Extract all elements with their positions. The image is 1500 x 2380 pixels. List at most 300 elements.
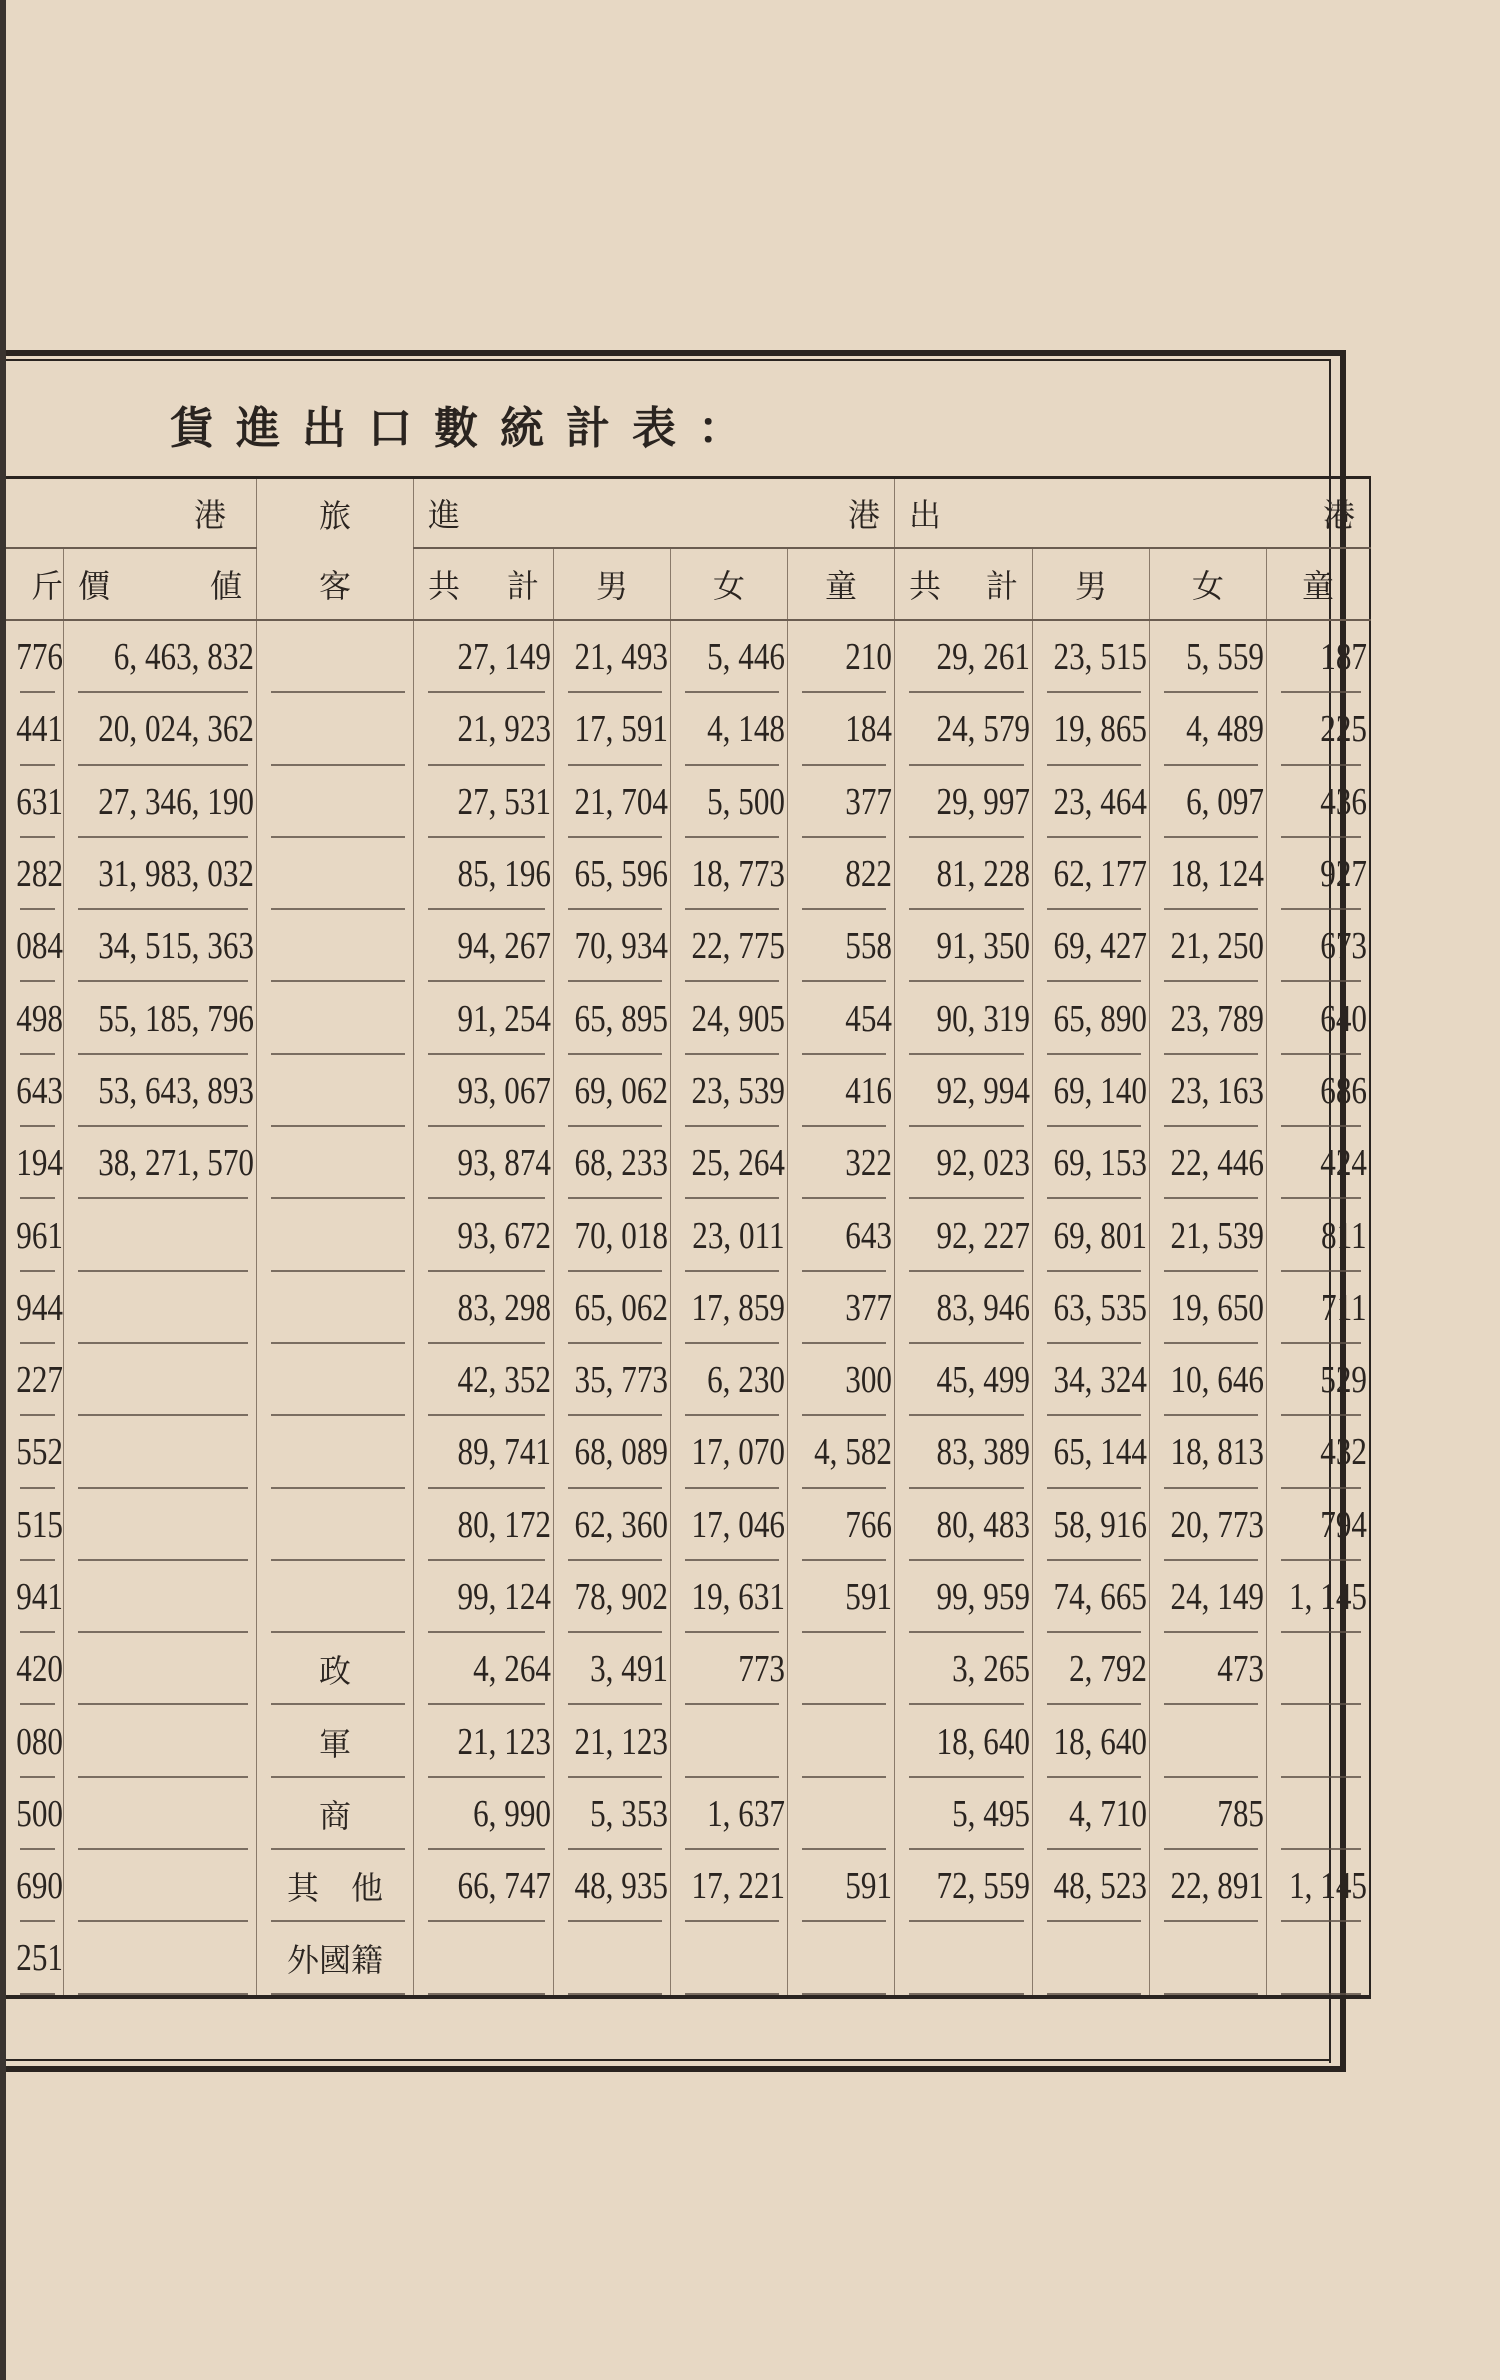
header-value: [64, 548, 257, 620]
header-weight-unit: 斤: [6, 548, 64, 620]
in-total-value: 83, 298: [457, 1286, 551, 1329]
passenger-category: [257, 1055, 414, 1127]
in-total-value: 85, 196: [457, 853, 551, 896]
passenger-category: 商: [257, 1778, 414, 1850]
out-male: [1033, 1489, 1150, 1561]
out-female: [1150, 1127, 1267, 1199]
table-body: [6, 620, 1370, 1997]
cargo-weight-partial-value: 441: [16, 708, 63, 751]
out-male: [1033, 1199, 1150, 1271]
in-child: [788, 1561, 895, 1633]
out-male-value: 23, 515: [1053, 636, 1147, 679]
out-male: [1033, 1922, 1150, 1996]
cargo-value: [64, 1199, 257, 1271]
in-total: [414, 982, 554, 1054]
cargo-weight-partial-value: 282: [16, 853, 63, 896]
out-child: [1267, 1489, 1371, 1561]
frame-border-bottom-inner: [6, 2059, 1331, 2061]
cargo-weight-partial: [6, 766, 64, 838]
cargo-weight-partial: [6, 982, 64, 1054]
passenger-category: [257, 1416, 414, 1488]
in-female-value: 17, 221: [691, 1865, 785, 1908]
header-value-left: 價: [78, 567, 111, 605]
in-child: [788, 1489, 895, 1561]
out-child-value: 1, 145: [1289, 1865, 1367, 1908]
cargo-weight-partial-value: 944: [16, 1286, 63, 1329]
cargo-value: [64, 693, 257, 765]
in-male: [554, 1778, 671, 1850]
out-female: [1150, 1055, 1267, 1127]
out-male-value: 74, 665: [1053, 1576, 1147, 1618]
out-male: [1033, 1850, 1150, 1922]
cargo-weight-partial: [6, 620, 64, 693]
cargo-weight-partial: [6, 1489, 64, 1561]
cargo-value: [64, 1633, 257, 1705]
cargo-value: [64, 1561, 257, 1633]
in-male: [554, 838, 671, 910]
in-female: [671, 1922, 788, 1996]
passenger-category: [257, 910, 414, 982]
in-female-value: 19, 631: [691, 1576, 785, 1618]
out-total: [895, 693, 1033, 765]
cargo-weight-partial: [6, 1850, 64, 1922]
out-female: [1150, 1561, 1267, 1633]
cargo-weight-partial: [6, 1127, 64, 1199]
in-male-value: 69, 062: [574, 1069, 668, 1112]
cargo-weight-partial: [6, 910, 64, 982]
out-male-value: 4, 710: [1069, 1792, 1147, 1835]
in-male-value: 48, 935: [574, 1865, 668, 1908]
out-total: [895, 1561, 1033, 1633]
in-female: [671, 1199, 788, 1271]
frame-border-top-inner: [6, 359, 1331, 361]
out-total: [895, 1199, 1033, 1271]
in-male: [554, 910, 671, 982]
cargo-value: [64, 620, 257, 693]
in-total-value: 93, 874: [457, 1142, 551, 1185]
cargo-value: [64, 838, 257, 910]
cargo-value: [64, 1344, 257, 1416]
in-child-value: 210: [845, 636, 892, 679]
cargo-weight-partial-value: 643: [16, 1069, 63, 1112]
cargo-weight-partial: [6, 1199, 64, 1271]
in-total: [414, 1489, 554, 1561]
out-total: [895, 838, 1033, 910]
passenger-category: 其 他: [257, 1850, 414, 1922]
in-child-value: 322: [845, 1142, 892, 1185]
out-total-value: 3, 265: [952, 1648, 1030, 1691]
in-female: [671, 1778, 788, 1850]
passenger-category: [257, 1344, 414, 1416]
table-row: [6, 1127, 1370, 1199]
passenger-category: 軍: [257, 1705, 414, 1777]
table-row: [6, 1705, 1370, 1777]
in-total-value: 21, 123: [457, 1720, 551, 1763]
in-female: [671, 1489, 788, 1561]
cargo-value: [64, 1416, 257, 1488]
table-title: 貨進出口數統計表：: [170, 403, 764, 454]
out-female-value: 22, 446: [1170, 1142, 1264, 1185]
table-row: [6, 1850, 1370, 1922]
in-female: [671, 620, 788, 693]
header-outbound: [895, 478, 1371, 549]
in-male-value: 65, 596: [574, 853, 668, 896]
in-child: [788, 1199, 895, 1271]
table-row: [6, 1416, 1370, 1488]
in-male-value: 65, 062: [574, 1286, 668, 1329]
out-female: [1150, 1778, 1267, 1850]
cargo-weight-partial-value: 961: [16, 1214, 63, 1257]
passenger-category: [257, 982, 414, 1054]
table-row: [6, 620, 1370, 693]
in-total: [414, 1705, 554, 1777]
out-total-value: 90, 319: [936, 997, 1030, 1040]
out-female: [1150, 1705, 1267, 1777]
out-total: [895, 910, 1033, 982]
cargo-weight-partial: [6, 693, 64, 765]
out-child: [1267, 982, 1371, 1054]
in-male-value: 65, 895: [574, 997, 668, 1040]
out-female-value: 4, 489: [1186, 708, 1264, 751]
out-male-value: 69, 153: [1053, 1142, 1147, 1185]
in-male: [554, 982, 671, 1054]
out-male: [1033, 982, 1150, 1054]
in-male: [554, 1922, 671, 1996]
cargo-weight-partial: [6, 838, 64, 910]
in-female: [671, 1850, 788, 1922]
cargo-weight-partial-value: 420: [16, 1648, 63, 1691]
passenger-category: [257, 1489, 414, 1561]
out-child-value: 436: [1320, 780, 1367, 823]
out-total: [895, 1127, 1033, 1199]
in-male: [554, 1055, 671, 1127]
in-total: [414, 838, 554, 910]
in-female: [671, 766, 788, 838]
in-total: [414, 1778, 554, 1850]
in-female: [671, 1561, 788, 1633]
out-child: [1267, 910, 1371, 982]
out-total: [895, 1055, 1033, 1127]
cargo-weight-partial: [6, 1272, 64, 1344]
in-female-value: 1, 637: [707, 1792, 785, 1835]
out-total: [895, 1705, 1033, 1777]
out-child: [1267, 1778, 1371, 1850]
header-total-left: 共: [909, 567, 942, 605]
out-male-value: 34, 324: [1053, 1359, 1147, 1402]
out-male-value: 69, 427: [1053, 925, 1147, 968]
in-female-value: 5, 500: [707, 780, 785, 823]
table-row: [6, 1199, 1370, 1271]
in-child: [788, 982, 895, 1054]
in-child-value: 558: [845, 925, 892, 968]
in-child-value: 766: [845, 1503, 892, 1546]
out-female-value: 5, 559: [1186, 636, 1264, 679]
header-in-male: 男: [554, 548, 671, 620]
out-total: [895, 1922, 1033, 1996]
out-female-value: 20, 773: [1170, 1503, 1264, 1546]
in-child: [788, 1778, 895, 1850]
in-child-value: 416: [845, 1069, 892, 1112]
in-total-value: 89, 741: [457, 1431, 551, 1474]
cargo-value-value: 31, 983, 032: [98, 853, 254, 896]
table-row: [6, 766, 1370, 838]
out-male-value: 18, 640: [1053, 1720, 1147, 1763]
out-child-value: 187: [1320, 636, 1367, 679]
out-male-value: 63, 535: [1053, 1286, 1147, 1329]
out-male-value: 62, 177: [1053, 853, 1147, 896]
out-total-value: 24, 579: [936, 708, 1030, 751]
out-male: [1033, 1705, 1150, 1777]
out-child: [1267, 1055, 1371, 1127]
statistics-table: [6, 476, 1371, 1999]
out-female-value: 23, 163: [1170, 1069, 1264, 1112]
out-female: [1150, 1489, 1267, 1561]
table-row: [6, 982, 1370, 1054]
in-female-value: 22, 775: [691, 925, 785, 968]
table-row: [6, 1633, 1370, 1705]
cargo-weight-partial-value: 084: [16, 925, 63, 968]
cargo-weight-partial-value: 080: [16, 1720, 63, 1763]
out-male-value: 19, 865: [1053, 708, 1147, 751]
frame-border-bottom: [6, 2066, 1346, 2072]
out-child: [1267, 1199, 1371, 1271]
out-male: [1033, 1416, 1150, 1488]
cargo-weight-partial: [6, 1344, 64, 1416]
out-female-value: 473: [1217, 1648, 1264, 1691]
cargo-weight-partial: [6, 1633, 64, 1705]
in-male-value: 21, 123: [574, 1720, 668, 1763]
in-total: [414, 1055, 554, 1127]
out-total-value: 92, 023: [936, 1142, 1030, 1185]
cargo-weight-partial-value: 941: [16, 1576, 63, 1618]
header-out-total: [895, 548, 1033, 620]
cargo-weight-partial-value: 552: [16, 1431, 63, 1474]
out-male-value: 58, 916: [1053, 1503, 1147, 1546]
in-male: [554, 1416, 671, 1488]
in-child: [788, 910, 895, 982]
in-male: [554, 1705, 671, 1777]
table-row: [6, 910, 1370, 982]
header-port-label: 港: [193, 496, 226, 534]
out-total-value: 29, 997: [936, 780, 1030, 823]
in-child-value: 591: [845, 1865, 892, 1908]
out-female: [1150, 1199, 1267, 1271]
out-child-value: 529: [1320, 1359, 1367, 1402]
out-child-value: 927: [1320, 853, 1367, 896]
in-total-value: 6, 990: [473, 1792, 551, 1835]
in-female-value: 18, 773: [691, 853, 785, 896]
in-total-value: 99, 124: [457, 1576, 551, 1618]
out-child-value: 640: [1320, 997, 1367, 1040]
table-row: [6, 1561, 1370, 1633]
header-out-child: 童: [1267, 548, 1371, 620]
out-female: [1150, 766, 1267, 838]
out-total: [895, 1633, 1033, 1705]
out-child: [1267, 1850, 1371, 1922]
out-total-value: 72, 559: [936, 1865, 1030, 1908]
in-female-value: 6, 230: [707, 1359, 785, 1402]
header-passenger-top: 旅: [257, 478, 414, 549]
cargo-value: [64, 766, 257, 838]
out-female: [1150, 1272, 1267, 1344]
passenger-category: [257, 838, 414, 910]
out-female-value: 22, 891: [1170, 1865, 1264, 1908]
cargo-value-value: 20, 024, 362: [98, 708, 254, 751]
in-child-value: 377: [845, 1286, 892, 1329]
out-female: [1150, 693, 1267, 765]
in-female-value: 23, 011: [692, 1214, 785, 1257]
out-female: [1150, 1850, 1267, 1922]
in-total-value: 4, 264: [473, 1648, 551, 1691]
in-child-value: 184: [845, 708, 892, 751]
in-female: [671, 1272, 788, 1344]
cargo-weight-partial-value: 515: [16, 1503, 63, 1546]
out-male-value: 2, 792: [1069, 1648, 1147, 1691]
in-male: [554, 1633, 671, 1705]
header-in-total: [414, 548, 554, 620]
in-male: [554, 693, 671, 765]
out-child-value: 424: [1320, 1142, 1367, 1185]
passenger-category: [257, 1272, 414, 1344]
cargo-weight-partial: [6, 1561, 64, 1633]
in-female-value: 773: [738, 1648, 785, 1691]
cargo-weight-partial: [6, 1416, 64, 1488]
table-row: [6, 693, 1370, 765]
table-row: [6, 1922, 1370, 1996]
in-female: [671, 982, 788, 1054]
cargo-value: [64, 1850, 257, 1922]
in-female-value: 25, 264: [691, 1142, 785, 1185]
header-inbound-right: 港: [847, 496, 880, 534]
out-male: [1033, 766, 1150, 838]
cargo-weight-partial-value: 690: [16, 1865, 63, 1908]
in-total: [414, 1127, 554, 1199]
in-child-value: 300: [845, 1359, 892, 1402]
out-male: [1033, 1055, 1150, 1127]
cargo-weight-partial-value: 498: [16, 997, 63, 1040]
out-female: [1150, 838, 1267, 910]
in-child: [788, 693, 895, 765]
out-child: [1267, 1922, 1371, 1996]
out-child-value: 1, 145: [1289, 1576, 1367, 1618]
cargo-value: [64, 1778, 257, 1850]
in-male: [554, 620, 671, 693]
out-child: [1267, 1561, 1371, 1633]
out-female: [1150, 1922, 1267, 1996]
header-passenger-bottom: 客: [257, 548, 414, 620]
out-total: [895, 1489, 1033, 1561]
cargo-value: [64, 910, 257, 982]
out-total: [895, 620, 1033, 693]
cargo-weight-partial: [6, 1922, 64, 1996]
in-total: [414, 910, 554, 982]
out-child: [1267, 1705, 1371, 1777]
out-male-value: 65, 890: [1053, 997, 1147, 1040]
out-female: [1150, 1633, 1267, 1705]
out-total-value: 99, 959: [936, 1576, 1030, 1618]
in-male: [554, 766, 671, 838]
out-male-value: 69, 140: [1053, 1069, 1147, 1112]
in-total: [414, 693, 554, 765]
header-outbound-right: 港: [1322, 496, 1355, 534]
in-total: [414, 1272, 554, 1344]
out-male: [1033, 1561, 1150, 1633]
in-total: [414, 1561, 554, 1633]
passenger-category: [257, 693, 414, 765]
in-male-value: 62, 360: [574, 1503, 668, 1546]
in-total: [414, 1633, 554, 1705]
out-total-value: 80, 483: [936, 1503, 1030, 1546]
out-male: [1033, 1778, 1150, 1850]
in-total: [414, 1416, 554, 1488]
in-male: [554, 1561, 671, 1633]
in-female: [671, 838, 788, 910]
in-child-value: 4, 582: [814, 1431, 892, 1474]
out-total-value: 92, 994: [936, 1069, 1030, 1112]
in-female-value: 17, 046: [691, 1503, 785, 1546]
out-total: [895, 982, 1033, 1054]
out-female-value: 18, 124: [1170, 853, 1264, 896]
out-female-value: 785: [1217, 1792, 1264, 1835]
in-male: [554, 1344, 671, 1416]
out-child-value: 673: [1320, 925, 1367, 968]
in-female-value: 4, 148: [707, 708, 785, 751]
in-child-value: 591: [845, 1576, 892, 1618]
cargo-weight-partial: [6, 1705, 64, 1777]
cargo-value-value: 6, 463, 832: [113, 636, 254, 679]
header-inbound: [414, 478, 895, 549]
in-female-value: 24, 905: [691, 997, 785, 1040]
header-in-female: 女: [671, 548, 788, 620]
out-total-value: 83, 946: [936, 1286, 1030, 1329]
in-female: [671, 1344, 788, 1416]
out-male-value: 23, 464: [1053, 780, 1147, 823]
in-total: [414, 1922, 554, 1996]
cargo-value: [64, 1922, 257, 1996]
in-child: [788, 1416, 895, 1488]
cargo-weight-partial-value: 227: [16, 1359, 63, 1402]
out-female: [1150, 1344, 1267, 1416]
header-total-right: 計: [985, 567, 1018, 605]
passenger-category: [257, 620, 414, 693]
out-child: [1267, 1633, 1371, 1705]
in-female: [671, 1127, 788, 1199]
out-total-value: 91, 350: [936, 925, 1030, 968]
table-row: [6, 1055, 1370, 1127]
in-male-value: 78, 902: [574, 1576, 668, 1618]
out-total-value: 83, 389: [936, 1431, 1030, 1474]
cargo-value-value: 53, 643, 893: [98, 1069, 254, 1112]
in-male-value: 68, 233: [574, 1142, 668, 1185]
passenger-category: [257, 1127, 414, 1199]
in-total-value: 21, 923: [457, 708, 551, 751]
in-male-value: 21, 704: [574, 780, 668, 823]
out-total: [895, 766, 1033, 838]
in-child-value: 643: [845, 1214, 892, 1257]
cargo-value-value: 38, 271, 570: [98, 1142, 254, 1185]
in-female-value: 17, 859: [691, 1286, 785, 1329]
passenger-category: [257, 1199, 414, 1271]
in-male-value: 68, 089: [574, 1431, 668, 1474]
out-male-value: 48, 523: [1053, 1865, 1147, 1908]
passenger-category: 政: [257, 1633, 414, 1705]
in-child: [788, 1055, 895, 1127]
in-male-value: 3, 491: [590, 1648, 668, 1691]
in-child-value: 377: [845, 780, 892, 823]
in-male: [554, 1199, 671, 1271]
in-female-value: 17, 070: [691, 1431, 785, 1474]
out-child: [1267, 1127, 1371, 1199]
